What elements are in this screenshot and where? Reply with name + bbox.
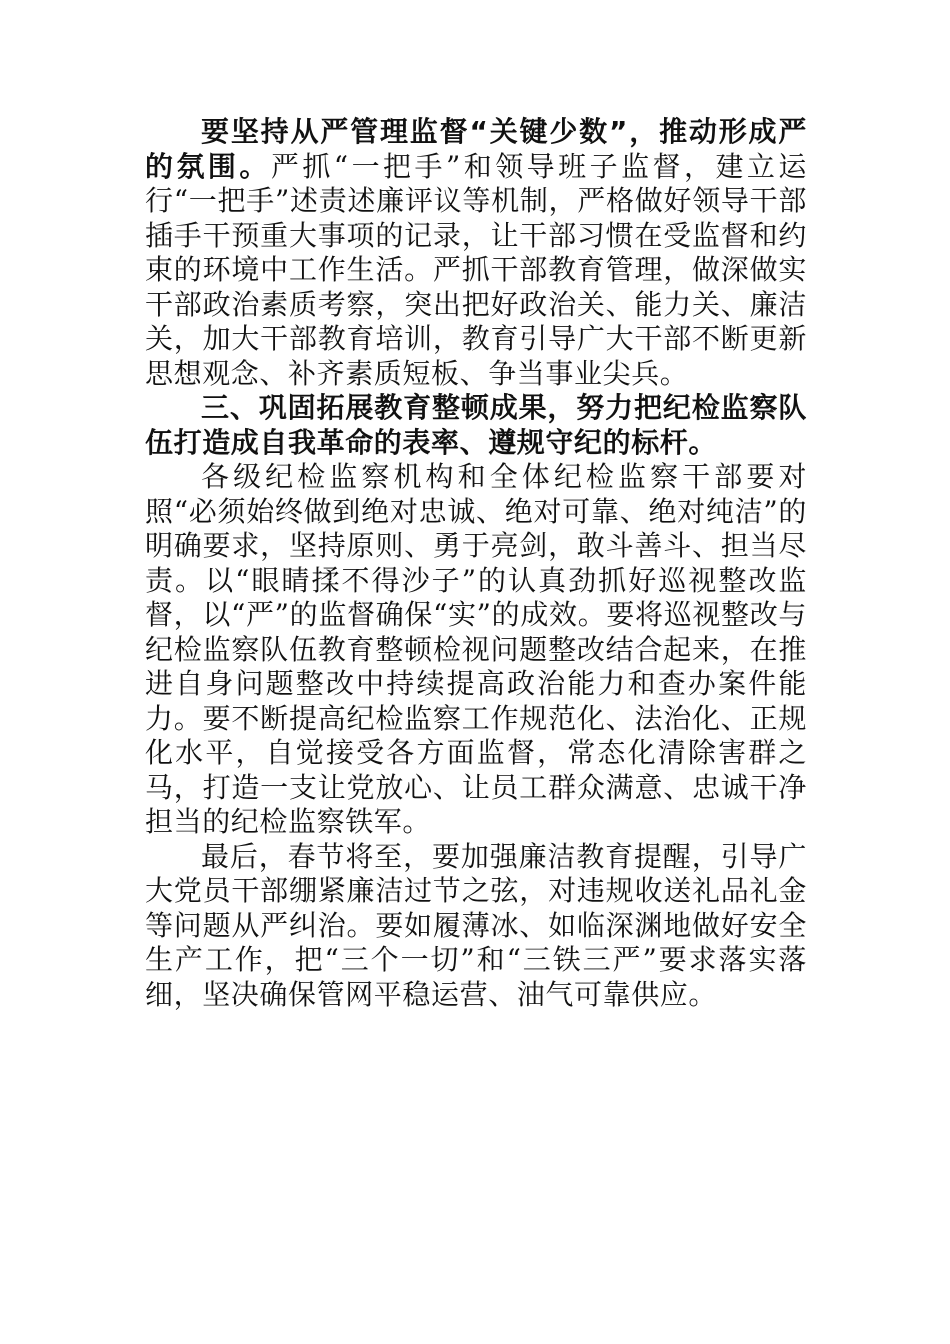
section-heading: 三、巩固拓展教育整顿成果，努力把纪检监察队伍打造成自我革命的表率、遵规守纪的标杆。 [145,391,807,459]
paragraph-text: 严抓“一把手”和领导班子监督，建立运行“一把手”述责述廉评议等机制，严格做好领导干部插手干预重大事项的记录，让干部习惯在受监督和约束的环境中工作生活。严抓干部教育管理，做深做实干部政治素质考察，突出把好政治关、能力关、廉洁关，加大干部教育培训，教育引导广大干部不断更新思想观念、补齐素质短板、争当事业尖兵。 [145,149,807,390]
document-body [145,115,807,1012]
section-paragraph: 各级纪检监察机构和全体纪检监察干部要对照“必须始终做到绝对忠诚、绝对可靠、绝对纯洁”的明确要求，坚持原则、勇于亮剑，敢斗善斗、担当尽责。以“眼睛揉不得沙子”的认真劲抓好巡视整改监督，以“严”的监督确保“实”的成效。要将巡视整改与纪检监察队伍教育整顿检视问题整改结合起来，在推进自身问题整改中持续提高政治能力和查办案件能力。要不断提高纪检监察工作规范化、法治化、正规化水平，自觉接受各方面监督，常态化清除害群之马，打造一支让党放心、让员工群众满意、忠诚干净担当的纪检监察铁军。 [145,460,807,838]
paragraph-lead: 要坚持从严管理监督“关键少数”，推动形成严的氛围。 [145,115,807,183]
closing-paragraph: 最后，春节将至，要加强廉洁教育提醒，引导广大党员干部绷紧廉洁过节之弦，对违规收送礼品礼金等问题从严纠治。要如履薄冰、如临深渊地做好安全生产工作，把“三个一切”和“三铁三严”要求落实落细，坚决确保管网平稳运营、油气可靠供应。 [145,839,807,1011]
paragraph-key-minority [145,115,807,391]
